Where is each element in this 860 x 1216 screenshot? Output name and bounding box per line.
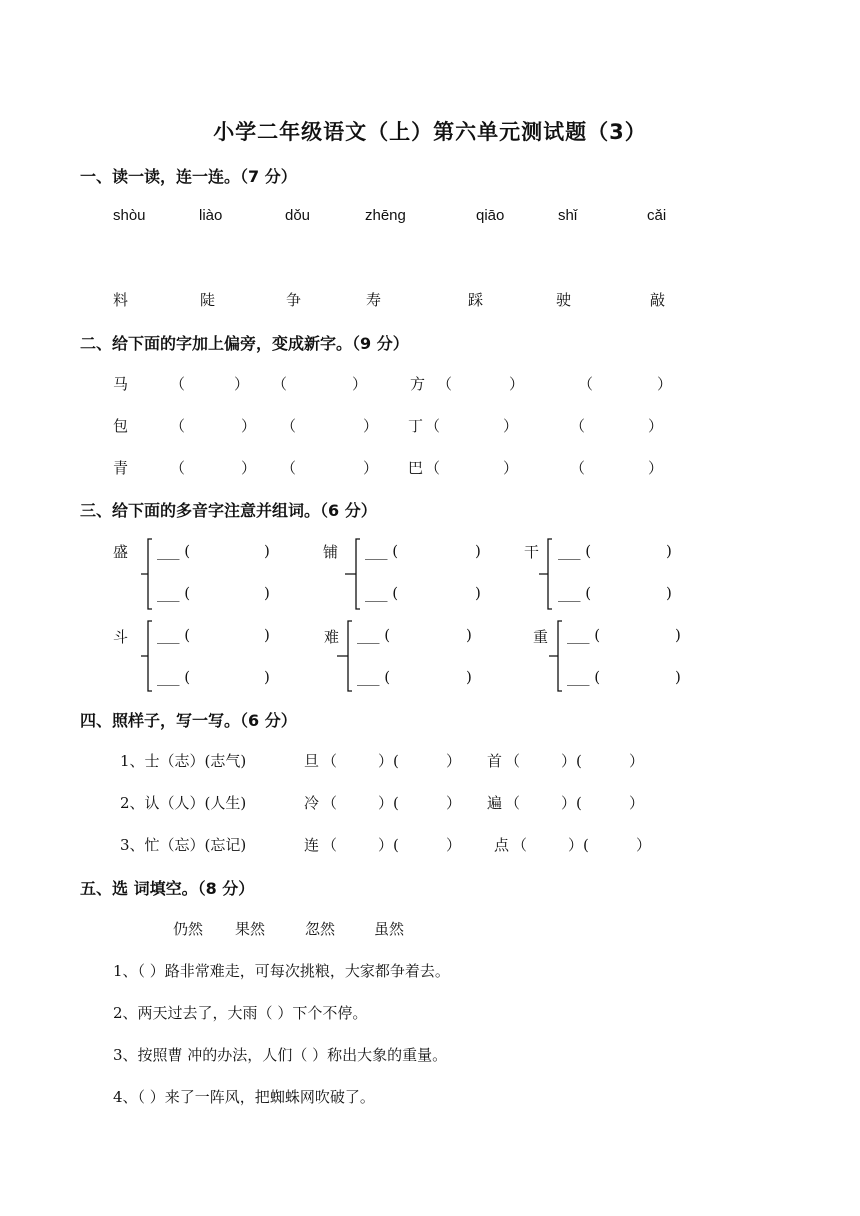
blank-close: ）	[241, 417, 257, 435]
blank-open: （	[281, 417, 297, 435]
blank-mid: ）(	[561, 794, 582, 812]
blank-close: )	[264, 668, 270, 686]
section-4-heading: 四、照样子，写一写。（6 分）	[80, 711, 297, 730]
char-6: 驶	[556, 291, 572, 309]
brace-icon	[344, 538, 362, 610]
section-5-heading: 五、选 词填空。（8 分）	[80, 879, 255, 898]
brace-icon	[538, 538, 554, 610]
s2-char-6: 巴	[408, 459, 424, 477]
blank-line: ___ (	[558, 542, 592, 560]
blank-open: （	[425, 459, 441, 477]
s3-char-5: 难	[324, 628, 340, 646]
char-2: 陡	[200, 291, 216, 309]
blank-close: ）	[648, 459, 664, 477]
blank-close: )	[666, 584, 672, 602]
blank-open: （	[170, 375, 186, 393]
s4-char-2: 冷	[304, 794, 320, 812]
fill-item-2: 2、两天过去了，大雨（ ）下个不停。	[113, 1004, 368, 1022]
blank-close: ）	[657, 375, 673, 393]
blank-close: ）	[503, 417, 519, 435]
s4-example-3: 3、忙（忘）(忘记)	[120, 836, 247, 854]
fill-item-4: 4、（ ）来了一阵风，把蜘蛛网吹破了。	[113, 1088, 375, 1106]
s3-char-2: 铺	[323, 543, 339, 561]
blank-close: ）	[509, 375, 525, 393]
char-7: 敲	[650, 291, 666, 309]
blank-line: ___ (	[357, 626, 391, 644]
word-option-1: 仍然	[173, 920, 204, 938]
blank-close: ）	[446, 836, 462, 854]
pinyin-4: zhēng	[365, 207, 406, 224]
blank-close: )	[675, 626, 681, 644]
blank-open: （	[570, 417, 586, 435]
section-1-heading: 一、读一读，连一连。（7 分）	[80, 167, 297, 186]
blank-open: （	[272, 375, 288, 393]
blank-line: ___ (	[365, 584, 399, 602]
pinyin-3: dǒu	[285, 207, 311, 224]
pinyin-5: qiāo	[476, 207, 505, 224]
s4-char-5: 遍	[487, 794, 503, 812]
blank-close: )	[466, 668, 472, 686]
blank-open: （	[570, 459, 586, 477]
brace-icon	[336, 620, 354, 692]
blank-close: ）	[363, 417, 379, 435]
pinyin-1: shòu	[113, 207, 146, 224]
blank-line: ___ (	[365, 542, 399, 560]
s3-char-6: 重	[533, 628, 549, 646]
blank-mid: ）(	[378, 752, 399, 770]
blank-open: （	[170, 459, 186, 477]
blank-open: （	[170, 417, 186, 435]
blank-close: )	[475, 584, 481, 602]
blank-open: （	[505, 752, 521, 770]
brace-icon	[140, 620, 154, 692]
s2-char-4: 方	[410, 375, 426, 393]
blank-mid: ）(	[568, 836, 589, 854]
s2-char-5: 丁	[408, 417, 424, 435]
blank-open: （	[322, 836, 338, 854]
blank-line: ___ (	[157, 584, 191, 602]
blank-close: ）	[446, 794, 462, 812]
s4-char-6: 点	[494, 836, 510, 854]
blank-close: ）	[636, 836, 652, 854]
section-3-heading: 三、给下面的多音字注意并组词。（6 分）	[80, 501, 377, 520]
s4-example-2: 2、认（人）(人生)	[120, 794, 247, 812]
blank-close: )	[475, 542, 481, 560]
blank-open: （	[437, 375, 453, 393]
blank-open: （	[512, 836, 528, 854]
pinyin-6: shǐ	[558, 207, 578, 224]
blank-close: ）	[629, 794, 645, 812]
blank-line: ___ (	[157, 542, 191, 560]
blank-line: ___ (	[357, 668, 391, 686]
brace-icon	[548, 620, 564, 692]
s2-char-3: 青	[113, 459, 129, 477]
word-option-2: 果然	[235, 920, 266, 938]
blank-open: （	[322, 794, 338, 812]
blank-line: ___ (	[567, 626, 601, 644]
s2-char-1: 马	[113, 375, 129, 393]
char-4: 寿	[366, 291, 382, 309]
blank-close: ）	[446, 752, 462, 770]
fill-item-1: 1、（ ）路非常难走，可每次挑粮，大家都争着去。	[113, 962, 450, 980]
blank-open: （	[425, 417, 441, 435]
blank-close: ）	[241, 459, 257, 477]
blank-mid: ）(	[561, 752, 582, 770]
blank-open: （	[578, 375, 594, 393]
s4-char-4: 首	[487, 752, 503, 770]
blank-line: ___ (	[157, 668, 191, 686]
s3-char-3: 干	[524, 543, 540, 561]
blank-line: ___ (	[157, 626, 191, 644]
char-1: 料	[113, 291, 129, 309]
s2-char-2: 包	[113, 417, 129, 435]
char-3: 争	[286, 291, 302, 309]
s4-example-1: 1、士（志）(志气)	[120, 752, 247, 770]
blank-line: ___ (	[558, 584, 592, 602]
blank-close: ）	[363, 459, 379, 477]
blank-open: （	[505, 794, 521, 812]
fill-item-3: 3、按照曹 冲的办法，人们（ ）称出大象的重量。	[113, 1046, 448, 1064]
section-2-heading: 二、给下面的字加上偏旁，变成新字。（9 分）	[80, 334, 409, 353]
blank-open: （	[281, 459, 297, 477]
s4-char-1: 旦	[304, 752, 320, 770]
pinyin-2: liào	[199, 207, 223, 224]
blank-close: ）	[648, 417, 664, 435]
s3-char-4: 斗	[113, 628, 129, 646]
s4-char-3: 连	[304, 836, 320, 854]
word-option-3: 忽然	[305, 920, 336, 938]
blank-close: ）	[629, 752, 645, 770]
blank-close: )	[466, 626, 472, 644]
blank-close: )	[264, 584, 270, 602]
brace-icon	[140, 538, 154, 610]
blank-mid: ）(	[378, 836, 399, 854]
blank-line: ___ (	[567, 668, 601, 686]
pinyin-7: cǎi	[647, 207, 667, 224]
s3-char-1: 盛	[113, 543, 129, 561]
blank-close: )	[264, 542, 270, 560]
blank-close: )	[666, 542, 672, 560]
word-option-4: 虽然	[374, 920, 405, 938]
blank-open: （	[322, 752, 338, 770]
blank-mid: ）(	[378, 794, 399, 812]
char-5: 踩	[468, 291, 484, 309]
page-title: 小学二年级语文（上）第六单元测试题（3）	[213, 120, 647, 144]
blank-close: )	[675, 668, 681, 686]
blank-close: ）	[234, 375, 250, 393]
blank-close: ）	[352, 375, 368, 393]
blank-close: ）	[503, 459, 519, 477]
blank-close: )	[264, 626, 270, 644]
